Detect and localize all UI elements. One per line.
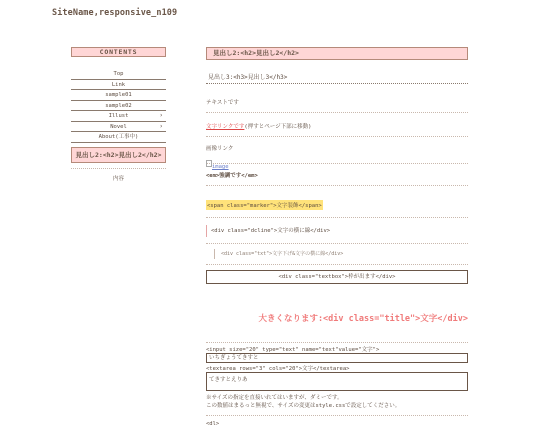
divider	[206, 112, 468, 113]
menu-item-sample02[interactable]	[71, 101, 166, 112]
emphasis-text: <em>強調です</em>	[206, 173, 258, 179]
menu-item-novel[interactable]	[71, 122, 166, 133]
site-name[interactable]: SiteName,responsive_n109	[52, 8, 178, 18]
body-text: テキストです	[206, 100, 239, 106]
dcline-text: <div class="dcline">文字の横に線</div>	[206, 225, 468, 237]
divider	[206, 163, 468, 164]
chevron-right-icon: ›	[159, 112, 163, 119]
input-label: <input size="20" type="text" name="text"value="文字">	[206, 347, 380, 353]
menu-item-illust[interactable]	[71, 111, 166, 122]
sidebar-content-text: 内容	[112, 175, 124, 182]
menu-item-label: Novel	[110, 123, 127, 130]
divider	[206, 185, 468, 186]
divider	[206, 136, 468, 137]
marker-row	[206, 192, 468, 211]
image-link[interactable]	[206, 153, 468, 170]
contents-title: CONTENTS	[71, 47, 166, 57]
text-link[interactable]: 文字リンクです	[206, 124, 245, 130]
menu-item-top[interactable]	[71, 69, 166, 80]
divider	[206, 415, 468, 416]
sidebar-menu	[71, 69, 166, 143]
image-alt-text: image	[212, 164, 229, 170]
menu-item-sample01[interactable]	[71, 90, 166, 101]
main-content	[206, 47, 468, 427]
link-note: (押すとページ下部に移動)	[244, 124, 312, 130]
sidebar	[71, 47, 166, 182]
link-paragraph	[206, 122, 468, 130]
image-link-label: 画像リンク	[206, 146, 234, 152]
sidebar-divider	[71, 168, 166, 169]
divider	[206, 217, 468, 218]
divider	[206, 243, 468, 244]
menu-item-link[interactable]	[71, 80, 166, 91]
menu-item-label: sample02	[105, 102, 132, 109]
size-note-line2: この数値はまるっと無視で、サイズの変更はstyle.cssで設定してください。	[206, 403, 401, 409]
marker-text: <span class="marker">文字装飾</span>	[206, 200, 323, 210]
menu-item-about[interactable]	[71, 132, 166, 143]
textarea-label: <textarea rows="3" cols="20">文字</textarea>	[206, 366, 350, 372]
menu-item-label: sample01	[105, 92, 132, 98]
textbox: <div class="textbox">枠が出ます</div>	[206, 270, 468, 284]
large-title: 大きくなります:<div class="title">文字</div>	[258, 314, 468, 324]
indented-text: <div class="txt">文字下げ&文字の横に線</div>	[214, 249, 468, 259]
chevron-right-icon: ›	[159, 122, 163, 130]
size-note-line1: ※サイズの指定を直接いれてはいますが、ダミーです。	[206, 395, 343, 401]
menu-item-label: Illust	[108, 113, 129, 119]
sidebar-heading-box: 見出し2:<h2>見出し2</h2>	[71, 147, 166, 163]
menu-item-label: Link	[111, 81, 126, 88]
dl-label: <dl>	[206, 421, 220, 427]
divider	[206, 342, 468, 343]
menu-item-label: About(工事中)	[98, 134, 139, 140]
text-input[interactable]: いちぎょうてきすと	[206, 353, 468, 363]
heading-h2: 見出し2:<h2>見出し2</h2>	[206, 47, 468, 60]
heading-h3: 見出し3:<h3>見出し3</h3>	[206, 72, 468, 84]
menu-item-label: Top	[113, 71, 124, 77]
divider	[206, 264, 468, 265]
textarea[interactable]: てきすとえりあ	[206, 372, 468, 391]
